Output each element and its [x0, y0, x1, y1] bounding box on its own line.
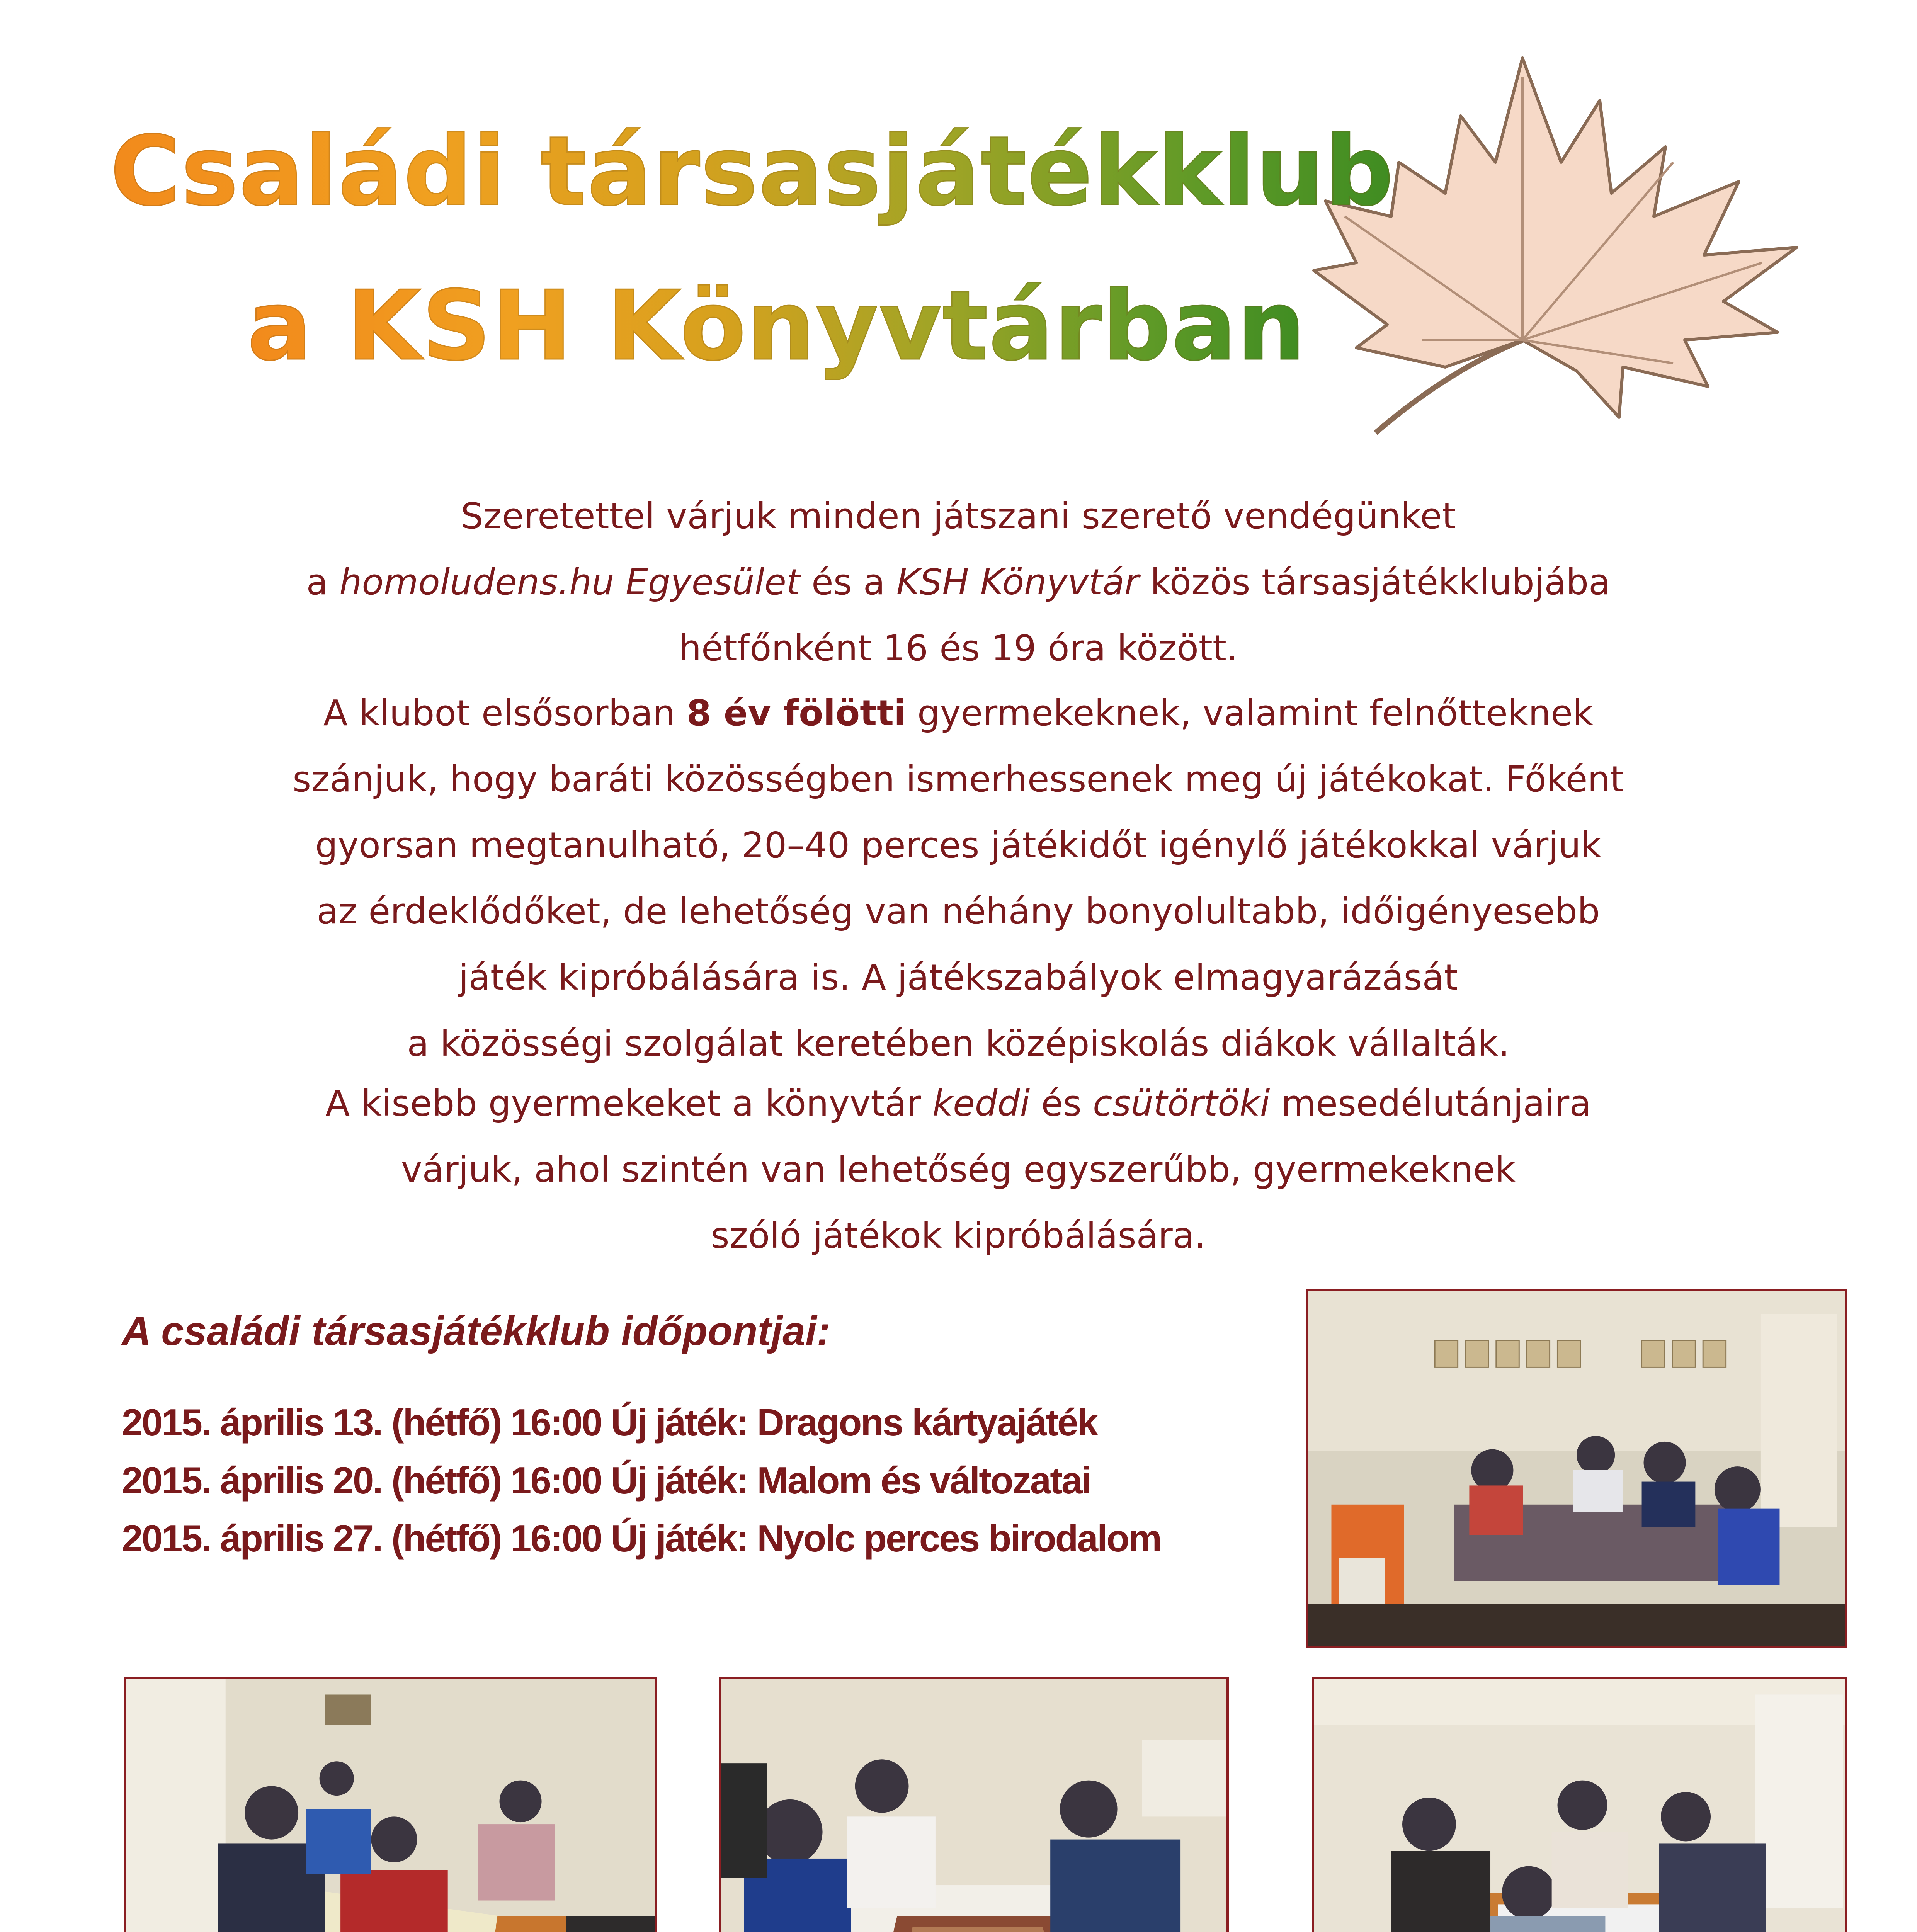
org-homoludens: homoludens.hu Egyesület	[339, 561, 800, 603]
day-thursday: csütörtöki	[1093, 1083, 1270, 1124]
schedule-title: A családi társasjátékklub időpontjai:	[122, 1308, 830, 1354]
intro-line: várjuk, ahol szintén van lehetőség egyszerűbb, gyermekeknek	[401, 1149, 1516, 1190]
photo-players-c	[1312, 1677, 1847, 1932]
intro-line: a homoludens.hu Egyesület és a KSH Könyvtár közös társasjátékklubjába	[306, 561, 1611, 603]
schedule-date: 2015. április 13. (hétfő) 16:00 Új játék: Dragons kártyajáték	[122, 1401, 1097, 1444]
intro-paragraph-2	[116, 680, 1801, 1077]
intro-paragraph-1	[116, 483, 1801, 681]
intro-line: az érdeklődőket, de lehetőség van néhány bonyolultabb, időigényesebb	[316, 891, 1600, 932]
day-tuesday: keddi	[932, 1083, 1030, 1124]
intro-line: Szeretettel várjuk minden játszani szerető vendégünket	[461, 495, 1456, 537]
intro-paragraph-3	[116, 1070, 1801, 1269]
intro-line: gyorsan megtanulható, 20–40 perces játékidőt igénylő játékokkal várjuk	[315, 825, 1602, 866]
age-highlight: 8 év fölötti	[686, 692, 906, 734]
title-line-2: a KSH Könyvtárban	[247, 270, 1306, 382]
photo-game-room	[1306, 1289, 1847, 1648]
intro-line: a közösségi szolgálat keretében középiskolás diákok vállalták.	[407, 1023, 1510, 1064]
photo-players-b	[719, 1677, 1229, 1932]
schedule-date: 2015. április 20. (hétfő) 16:00 Új játék: Malom és változatai	[122, 1459, 1091, 1502]
photo-players-a	[124, 1677, 657, 1932]
schedule-date: 2015. április 27. (hétfő) 16:00 Új játék: Nyolc perces birodalom	[122, 1517, 1161, 1560]
intro-line: szánjuk, hogy baráti közösségben ismerhessenek meg új játékokat. Főként	[293, 759, 1624, 800]
maple-leaf-icon	[1229, 0, 1828, 479]
title-line-1: Családi társasjátékklub	[110, 116, 1395, 227]
intro-line: játék kipróbálására is. A játékszabályok elmagyarázását	[459, 957, 1458, 998]
intro-line: A kisebb gyermekeket a könyvtár keddi és csütörtöki mesedélutánjaira	[325, 1083, 1591, 1124]
intro-line: hétfőnként 16 és 19 óra között.	[679, 628, 1238, 669]
intro-line: szóló játékok kipróbálására.	[711, 1215, 1206, 1256]
org-ksh: KSH Könyvtár	[896, 561, 1139, 603]
intro-line: A klubot elsősorban 8 év fölötti gyermekeknek, valamint felnőtteknek	[323, 692, 1594, 734]
